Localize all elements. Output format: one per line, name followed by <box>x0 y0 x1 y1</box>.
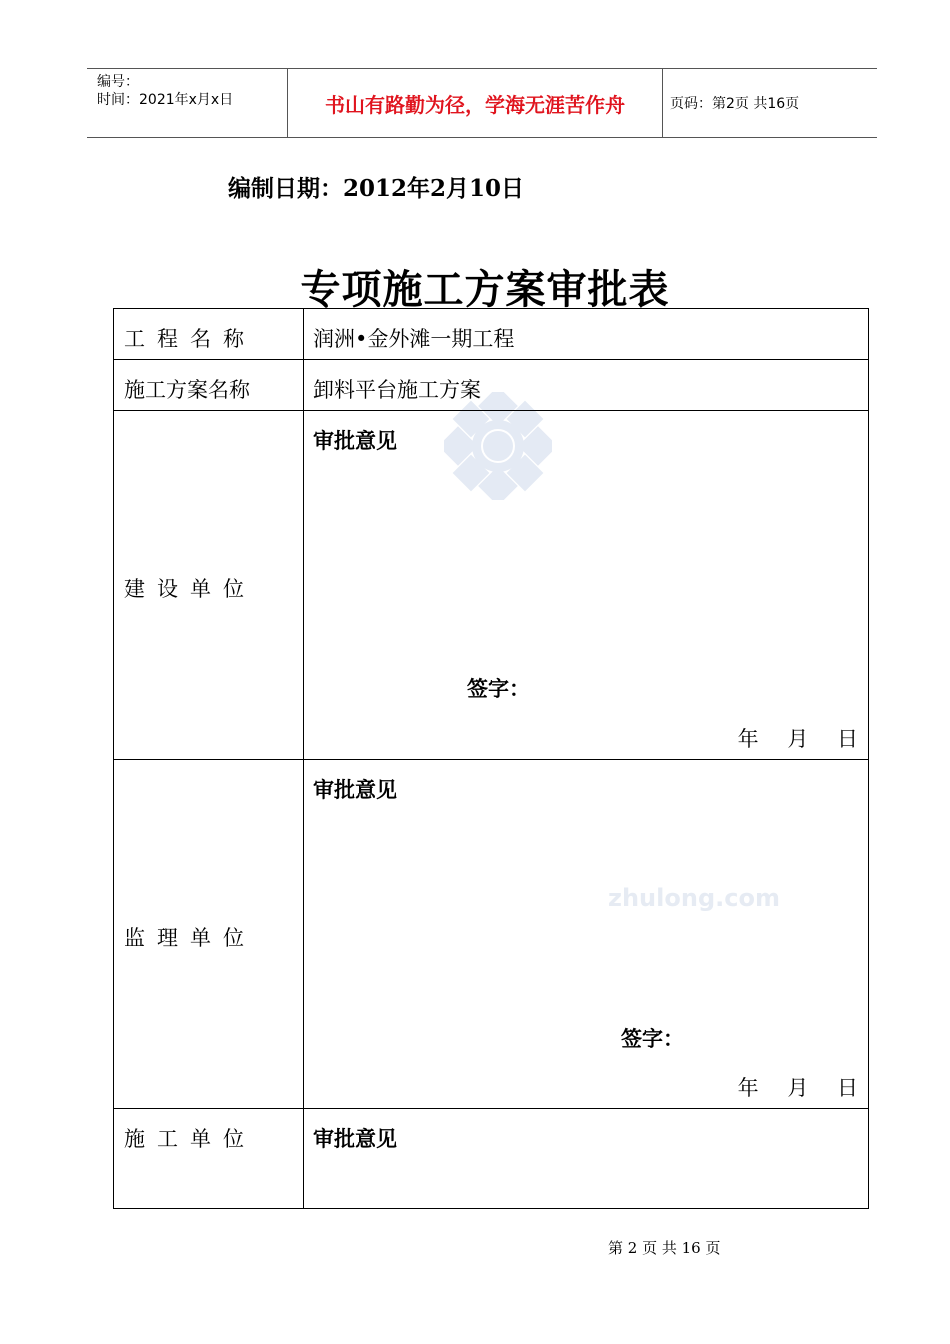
page-header <box>87 68 877 138</box>
row-divider <box>114 359 868 360</box>
watermark-text: zhulong.com <box>608 884 780 912</box>
section-opinion-contractor: 审批意见 <box>313 1127 397 1151</box>
header-page-info: 页码：第2页 共16页 <box>670 96 800 112</box>
plan-name-value: 卸料平台施工方案 <box>313 378 481 402</box>
header-meta <box>87 69 287 137</box>
section-label-contractor: 施工单位 <box>124 1127 256 1151</box>
row-divider <box>114 410 868 411</box>
row-divider <box>114 1108 868 1109</box>
approval-form <box>113 308 869 1209</box>
section-label-supervisor: 监理单位 <box>124 926 256 950</box>
section-opinion-owner: 审批意见 <box>313 429 397 453</box>
form-title: 专项施工方案审批表 <box>300 266 670 313</box>
section-opinion-supervisor: 审批意见 <box>313 778 397 802</box>
project-name-label: 工程名称 <box>124 327 256 351</box>
code-label: 编号： <box>97 74 139 90</box>
section-sign-owner: 签字： <box>467 677 530 701</box>
project-name-value: 润洲•金外滩一期工程 <box>313 327 515 351</box>
section-date-supervisor: 年 月 日 <box>737 1076 858 1100</box>
header-motto: 书山有路勤为径，学海无涯苦作舟 <box>287 69 663 137</box>
time-label: 时间：2021年x月x日 <box>97 92 234 108</box>
section-label-owner: 建设单位 <box>124 577 256 601</box>
plan-name-label: 施工方案名称 <box>124 378 250 402</box>
page-footer: 第 2 页 共 16 页 <box>608 1239 721 1257</box>
section-date-owner: 年 月 日 <box>737 727 858 751</box>
section-sign-supervisor: 签字： <box>621 1027 684 1051</box>
row-divider <box>114 759 868 760</box>
compile-date: 编制日期：2012年2月10日 <box>228 175 525 202</box>
